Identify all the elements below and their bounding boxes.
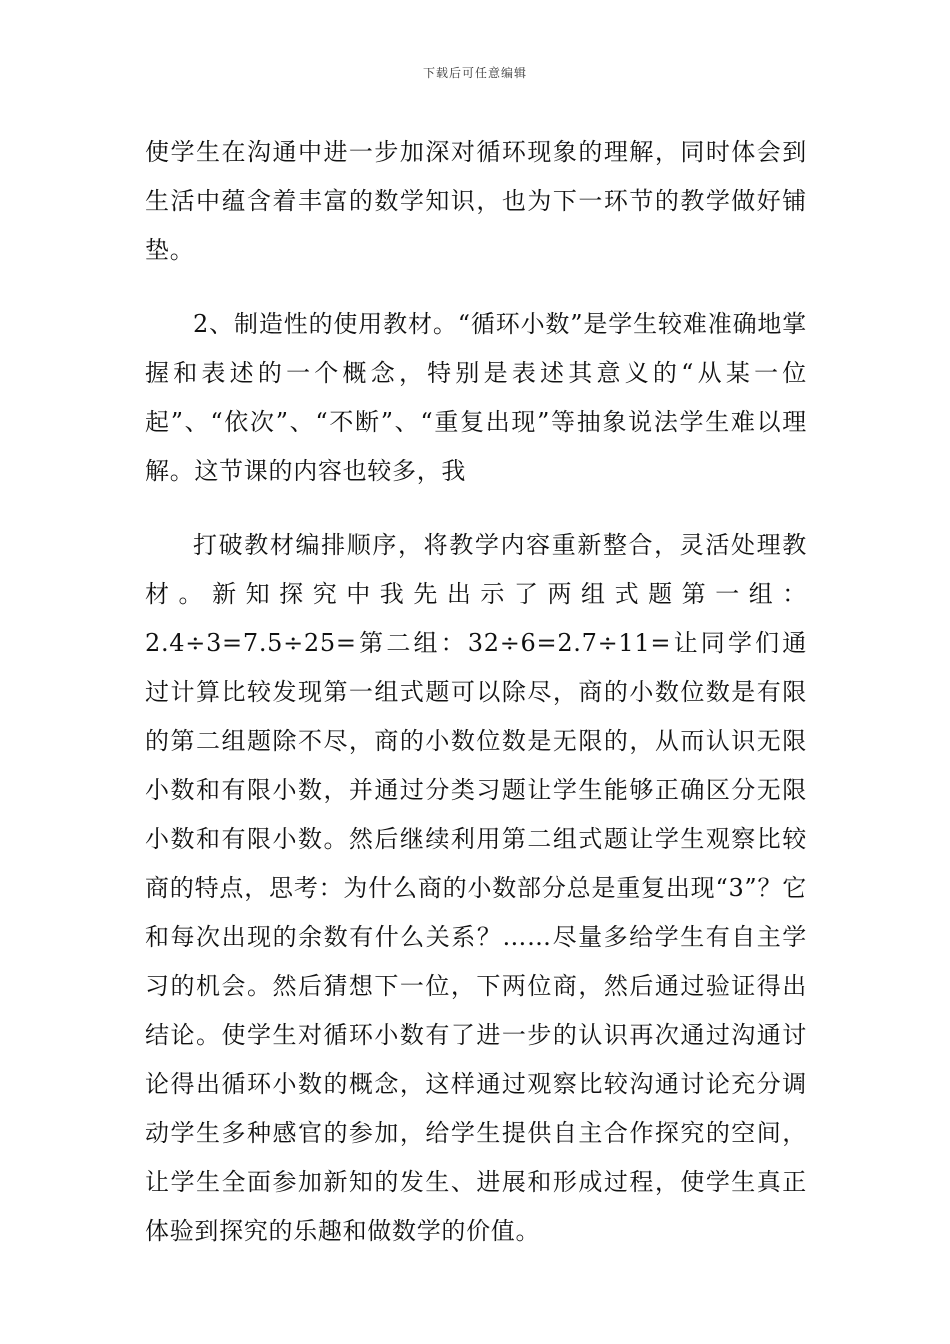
- paragraph-3: 打破教材编排顺序，将教学内容重新整合，灵活处理教材。新知探究中我先出示了两组式题第一组：2.4÷3=7.5÷25=第二组：32÷6=2.7÷11=让同学们通过计算比较发现第一组式题可以除尽，商的小数位数是有限的第二组题除不尽，商的小数位数是无限的，从而认识无限小数和有限小数，并通过分类习题让学生能够正确区分无限小数和有限小数。然后继续利用第二组式题让学生观察比较商的特点，思考：为什么商的小数部分总是重复出现“3”？它和每次出现的余数有什么关系？……尽量多给学生有自主学习的机会。然后猜想下一位，下两位商，然后通过验证得出结论。使学生对循环小数有了进一步的认识再次通过沟通讨论得出循环小数的概念，这样通过观察比较沟通讨论充分调动学生多种感官的参加，给学生提供自主合作探究的空间，让学生全面参加新知的发生、进展和形成过程，使学生真正体验到探究的乐趣和做数学的价值。: [145, 531, 807, 1245]
- page-header: 下载后可任意编辑: [422, 66, 527, 80]
- document-body: [145, 128, 807, 1256]
- paragraph-2: 2、制造性的使用教材。“循环小数”是学生较难准确地掌握和表述的一个概念，特别是表述其意义的“从某一位起”、“依次”、“不断”、“重复出现”等抽象说法学生难以理解。这节课的内容也较多，我: [145, 310, 807, 485]
- paragraph-1: 使学生在沟通中进一步加深对循环现象的理解，同时体会到生活中蕴含着丰富的数学知识，也为下一环节的教学做好铺垫。: [145, 138, 807, 264]
